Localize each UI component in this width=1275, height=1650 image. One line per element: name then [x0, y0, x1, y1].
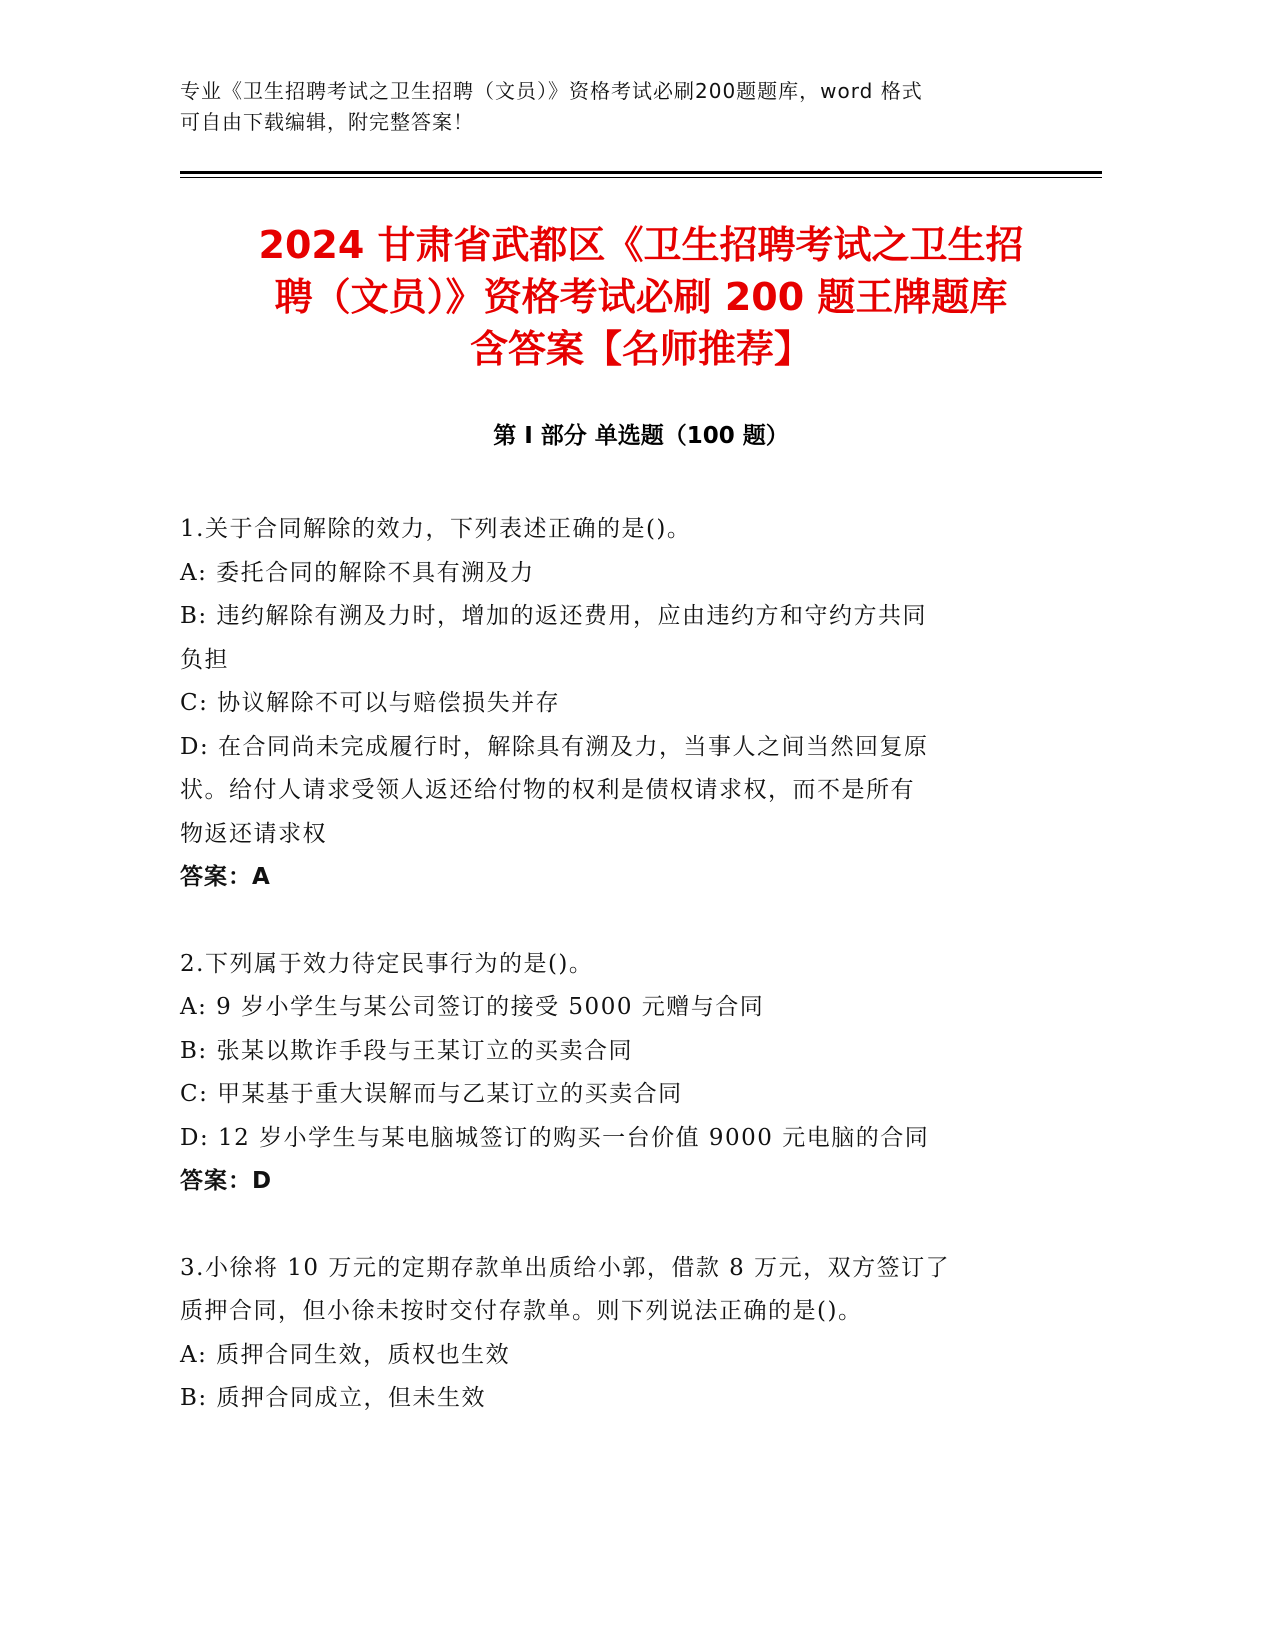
question-1-option-c: C: 协议解除不可以与赔偿损失并存 — [180, 690, 561, 716]
question-2-option-d: D: 12 岁小学生与某电脑城签订的购买一台价值 9000 元电脑的合同 — [180, 1124, 930, 1151]
question-2-option-b: B: 张某以欺诈手段与王某订立的买卖合同 — [180, 1037, 633, 1064]
question-1-answer: 答案：A — [180, 864, 271, 890]
question-spacer — [180, 900, 1030, 943]
question-1-option-a: A: 委托合同的解除不具有溯及力 — [180, 559, 535, 586]
header-note — [180, 76, 1030, 138]
question-1-option-d-line-2: 状。给付人请求受领人返还给付物的权利是债权请求权，而不是所有 — [180, 777, 915, 803]
header-divider-thick — [180, 171, 1102, 174]
question-3-stem-line-2: 质押合同，但小徐未按时交付存款单。则下列说法正确的是()。 — [180, 1298, 863, 1324]
section-title: 第 I 部分 单选题（100 题） — [493, 423, 789, 449]
document-title-line-1: 2024 甘肃省武都区《卫生招聘考试之卫生招 — [258, 223, 1024, 267]
question-1-option-d-line-1: D: 在合同尚未完成履行时，解除具有溯及力，当事人之间当然回复原 — [180, 733, 929, 760]
question-1 — [180, 508, 1030, 900]
question-2-option-c: C: 甲某基于重大误解而与乙某订立的买卖合同 — [180, 1081, 683, 1107]
question-2-option-a: A: 9 岁小学生与某公司签订的接受 5000 元赠与合同 — [180, 994, 765, 1020]
question-2-stem: 2.下列属于效力待定民事行为的是()。 — [180, 950, 594, 977]
document-title-line-3: 含答案【名师推荐】 — [469, 327, 812, 371]
header-note-line-1: 专业《卫生招聘考试之卫生招聘（文员）》资格考试必刷200题题库，word 格式 — [180, 79, 923, 103]
question-3-option-b: B: 质押合同成立，但未生效 — [180, 1385, 486, 1411]
question-3 — [180, 1247, 1030, 1421]
question-1-option-d-line-3: 物返还请求权 — [180, 820, 327, 847]
question-list — [180, 508, 1030, 1421]
question-2 — [180, 943, 1030, 1204]
question-1-stem: 1.关于合同解除的效力，下列表述正确的是()。 — [180, 516, 692, 542]
document-title-line-2: 聘（文员）》资格考试必刷 200 题王牌题库 — [274, 275, 1008, 319]
question-spacer — [180, 1204, 1030, 1247]
header-divider-thin — [180, 177, 1102, 178]
question-3-stem-line-1: 3.小徐将 10 万元的定期存款单出质给小郭，借款 8 万元，双方签订了 — [180, 1254, 951, 1281]
question-1-option-b-line-2: 负担 — [180, 646, 229, 673]
question-2-answer: 答案：D — [180, 1168, 273, 1194]
question-3-option-a: A: 质押合同生效，质权也生效 — [180, 1341, 511, 1368]
header-note-line-2: 可自由下载编辑，附完整答案！ — [180, 110, 474, 134]
document-title — [180, 219, 1102, 375]
question-1-option-b-line-1: B: 违约解除有溯及力时，增加的返还费用，应由违约方和守约方共同 — [180, 603, 927, 629]
